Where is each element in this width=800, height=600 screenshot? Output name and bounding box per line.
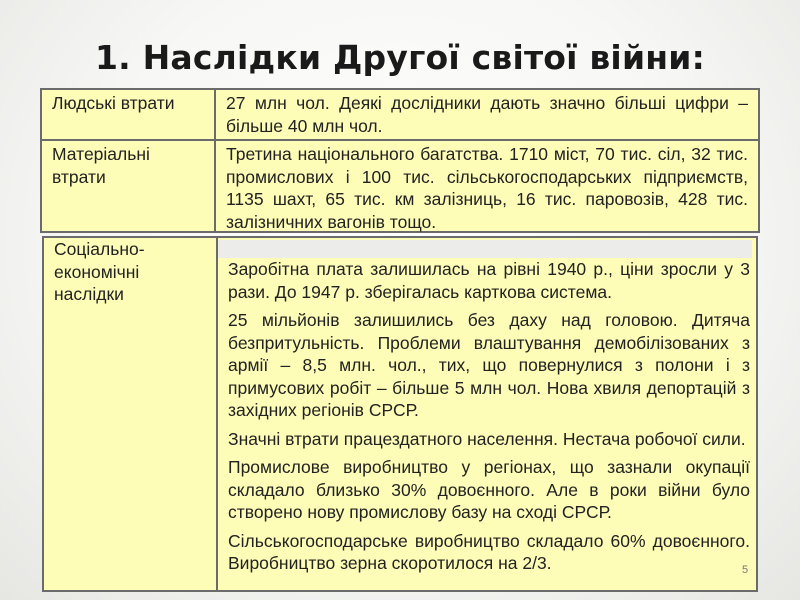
paragraph-industry: Промислове виробництво у регіонах, що зазнали окупації складало близько 30% довоєнного. Але в роки війни було створено нову промислову базу на сході СРСР.	[228, 457, 750, 522]
losses-table	[40, 88, 760, 233]
slide-title: 1. Наслідки Другої світої війни:	[94, 38, 705, 77]
paragraph-agriculture: Сільськогосподарське виробництво складало 60% довоєнного. Виробництво зерна скоротилося на 2/3.	[228, 530, 750, 573]
socio-economic-text	[228, 258, 750, 581]
human-losses-label: Людські втрати	[52, 93, 175, 113]
socio-economic-label: Соціально-економічні наслідки	[54, 239, 145, 304]
page-number: 5	[742, 564, 749, 576]
column-divider	[216, 238, 218, 590]
row-divider	[42, 139, 758, 141]
overlay-band	[218, 240, 752, 258]
material-losses-text: Третина національного багатства. 1710 міст, 70 тис. сіл, 32 тис. промислових і 100 тис. сільськогосподарських підприємств, 1135 шахт, 65 тис. км залізниць, 16 тис. паровозів, 428 тис. залізничних вагонів тощо.	[226, 144, 748, 232]
socio-economic-table	[42, 236, 758, 592]
column-divider	[214, 90, 216, 231]
human-losses-text: 27 млн чол. Деякі дослідники дають значно більші цифри – більше 40 млн чол.	[226, 93, 748, 136]
material-losses-label: Матеріальні втрати	[52, 144, 150, 187]
paragraph-wages: Заробітна плата залишилась на рівні 1940 р., ціни зросли у 3 рази. До 1947 р. зберігалась карткова система.	[228, 259, 750, 302]
paragraph-homeless: 25 мільйонів залишились без даху над головою. Дитяча безпритульність. Проблеми влаштування демобілізованих з армії – 8,5 млн. чол., тих, що повернулися з полони і з примусових робіт – більше 5 млн чол. Нова хвиля депортацій з західних регіонів СРСР.	[228, 310, 750, 420]
paragraph-labor: Значні втрати працездатного населення. Нестача робочої сили.	[228, 428, 746, 449]
